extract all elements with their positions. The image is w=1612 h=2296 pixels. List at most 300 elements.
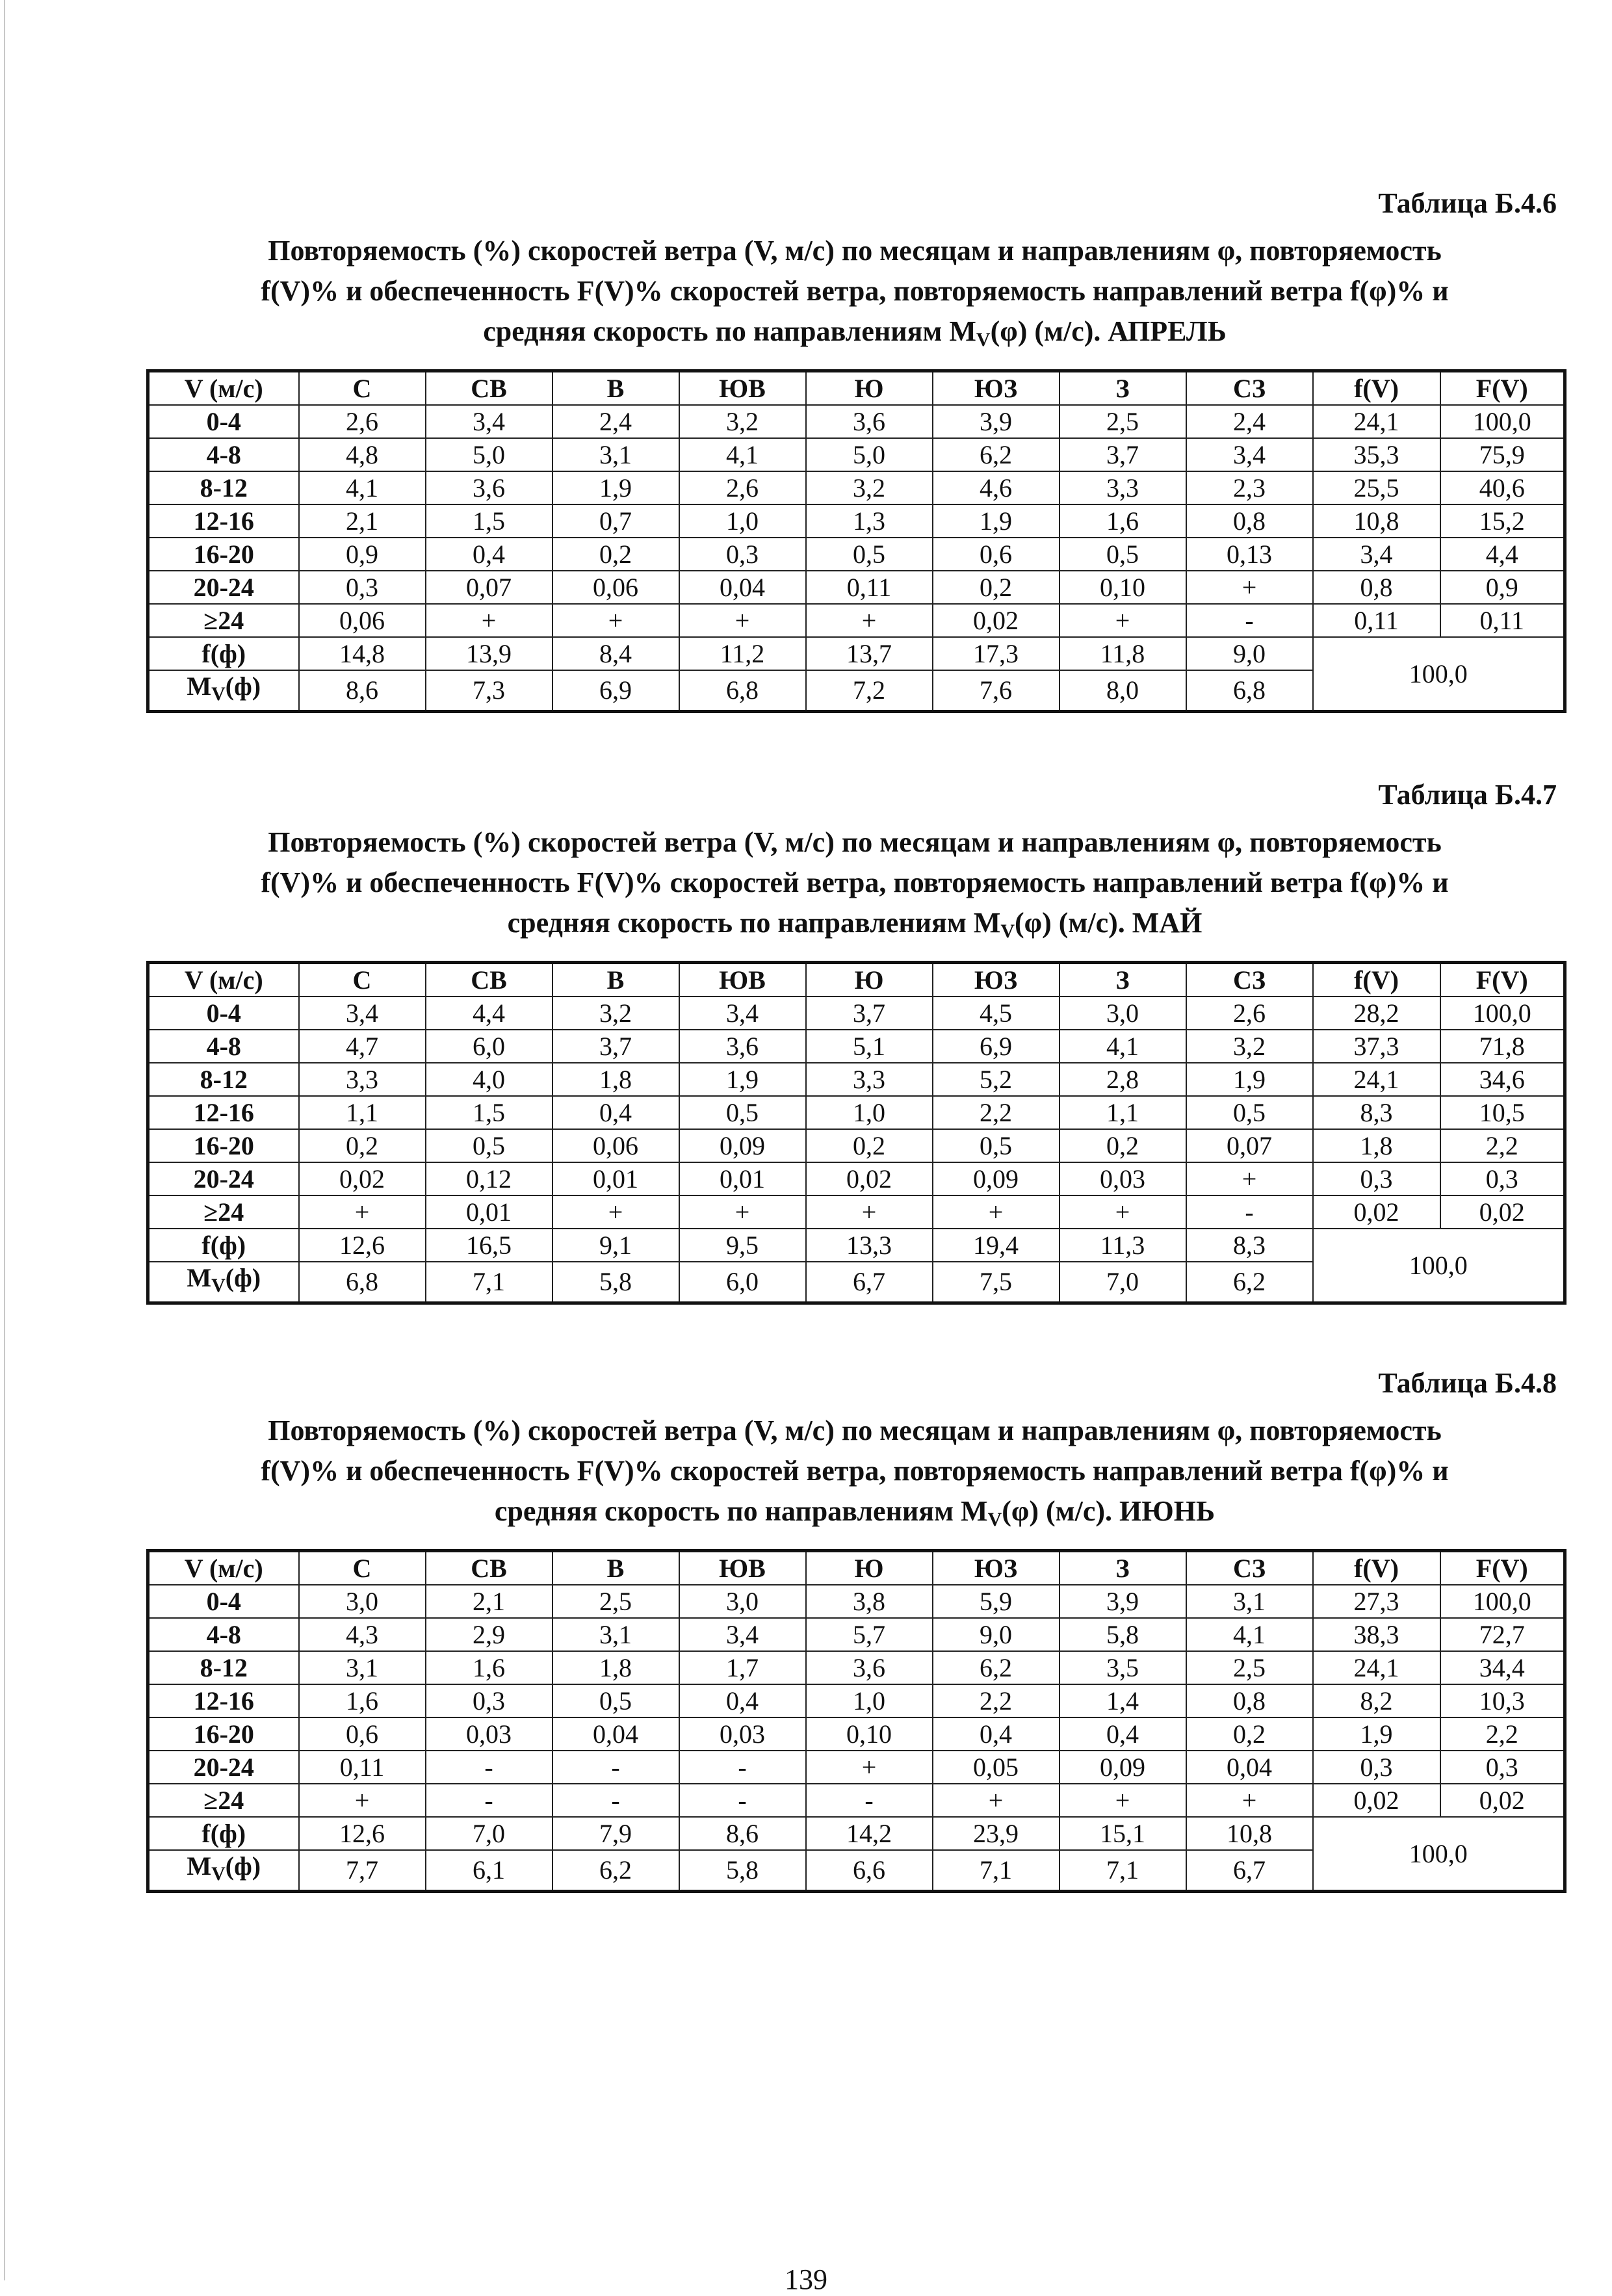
table-cell: 4,7 — [299, 1030, 426, 1063]
page-number: 139 — [785, 2263, 827, 2295]
table-cell: 0,4 — [679, 1684, 806, 1717]
table-cell: 0,02 — [299, 1162, 426, 1195]
table-cell: 4,1 — [299, 471, 426, 504]
table-cell: 0,01 — [552, 1162, 679, 1195]
table-cell: 0,7 — [552, 504, 679, 538]
column-header: СЗ — [1186, 1551, 1313, 1585]
table-cell: 24,1 — [1313, 405, 1440, 438]
caption-line: Повторяемость (%) скоростей ветра (V, м/с) по месяцам и направлениям φ, повторяемость — [268, 826, 1442, 858]
column-header: С — [299, 963, 426, 997]
table-cell: 3,4 — [1313, 538, 1440, 571]
table-cell: 12,6 — [299, 1229, 426, 1262]
table-cell: 2,2 — [933, 1684, 1060, 1717]
caption-subscript: V — [976, 329, 991, 350]
table-cell: 3,6 — [426, 471, 552, 504]
table-cell: 5,8 — [552, 1262, 679, 1303]
table-cell: 6,0 — [426, 1030, 552, 1063]
column-header: ЮВ — [679, 371, 806, 406]
table-cell: 0,9 — [1440, 571, 1565, 604]
table-cell: 3,0 — [679, 1585, 806, 1618]
table-cell: + — [426, 604, 552, 637]
table-cell: 10,3 — [1440, 1684, 1565, 1717]
column-header: V (м/с) — [148, 963, 299, 997]
table-cell: 25,5 — [1313, 471, 1440, 504]
column-header: f(V) — [1313, 1551, 1440, 1585]
caption-text: средняя скорость по направлениям M — [494, 1495, 988, 1527]
column-header: ЮЗ — [933, 1551, 1060, 1585]
table-cell: 0,09 — [1060, 1751, 1186, 1784]
table-cell: 23,9 — [933, 1817, 1060, 1850]
table-header-row — [148, 371, 1565, 406]
table-row — [148, 1784, 1565, 1817]
column-header: V (м/с) — [148, 371, 299, 406]
caption-line: f(V)% и обеспеченность F(V)% скоростей ветра, повторяемость направлений ветра f(φ)% и — [261, 1455, 1449, 1487]
table-cell: 34,4 — [1440, 1651, 1565, 1684]
caption-line — [146, 311, 1563, 360]
table-cell: - — [552, 1784, 679, 1817]
table-cell: 7,0 — [1060, 1262, 1186, 1303]
row-label-subscript: V — [211, 1275, 226, 1296]
table-row — [148, 604, 1565, 637]
row-label-text: (ф) — [225, 672, 261, 701]
table-caption — [146, 822, 1563, 952]
table-cell: 0,8 — [1186, 504, 1313, 538]
table-cell: 3,2 — [806, 471, 933, 504]
table-cell: 0,5 — [426, 1129, 552, 1162]
table-cell: 1,8 — [552, 1063, 679, 1096]
table-cell: 0,09 — [679, 1129, 806, 1162]
row-label: 20-24 — [148, 571, 299, 604]
table-cell: 1,4 — [1060, 1684, 1186, 1717]
table-cell: 0,5 — [1060, 538, 1186, 571]
row-label: 0-4 — [148, 405, 299, 438]
table-row — [148, 504, 1565, 538]
table-cell: 75,9 — [1440, 438, 1565, 471]
table-cell: 6,8 — [299, 1262, 426, 1303]
table-cell: 0,4 — [426, 538, 552, 571]
column-header: Ю — [806, 963, 933, 997]
table-cell: 0,5 — [1186, 1096, 1313, 1129]
table-cell: 3,7 — [1060, 438, 1186, 471]
table-cell: 1,9 — [679, 1063, 806, 1096]
table-cell: 0,11 — [806, 571, 933, 604]
table-cell: 0,06 — [552, 571, 679, 604]
table-cell: 7,0 — [426, 1817, 552, 1850]
table-cell: 4,3 — [299, 1618, 426, 1651]
table-cell: 3,9 — [1060, 1585, 1186, 1618]
table-cell: 5,1 — [806, 1030, 933, 1063]
table-cell: 3,2 — [1186, 1030, 1313, 1063]
table-cell: 0,13 — [1186, 538, 1313, 571]
table-cell: 6,7 — [806, 1262, 933, 1303]
table-cell: 72,7 — [1440, 1618, 1565, 1651]
column-header: V (м/с) — [148, 1551, 299, 1585]
row-label: 16-20 — [148, 538, 299, 571]
table-cell: - — [426, 1751, 552, 1784]
table-cell: 2,2 — [1440, 1717, 1565, 1751]
table-number: Таблица Б.4.8 — [1378, 1367, 1557, 1399]
row-label: 0-4 — [148, 1585, 299, 1618]
column-header: С — [299, 371, 426, 406]
table-cell: 3,1 — [552, 1618, 679, 1651]
table-header-row — [148, 1551, 1565, 1585]
table-cell: 7,6 — [933, 670, 1060, 712]
table-cell: 7,1 — [1060, 1850, 1186, 1892]
row-label — [148, 1850, 299, 1892]
table-cell: 4,1 — [679, 438, 806, 471]
table-cell: 6,2 — [933, 438, 1060, 471]
table-cell: 1,7 — [679, 1651, 806, 1684]
row-label: f(ф) — [148, 1229, 299, 1262]
caption-line — [146, 1491, 1563, 1540]
table-row — [148, 1030, 1565, 1063]
row-label: 8-12 — [148, 471, 299, 504]
table-cell: 8,3 — [1186, 1229, 1313, 1262]
total-cell: 100,0 — [1313, 1817, 1565, 1892]
table-cell: 9,0 — [933, 1618, 1060, 1651]
table-cell: 8,6 — [679, 1817, 806, 1850]
table-cell: 1,5 — [426, 1096, 552, 1129]
row-label-text: M — [187, 1851, 212, 1881]
caption-line: Повторяемость (%) скоростей ветра (V, м/с) по месяцам и направлениям φ, повторяемость — [268, 235, 1442, 267]
table-cell: 100,0 — [1440, 997, 1565, 1030]
table-cell: 13,9 — [426, 637, 552, 670]
table-cell: 5,0 — [426, 438, 552, 471]
table-cell: 11,3 — [1060, 1229, 1186, 1262]
caption-text: (φ) (м/с). АПРЕЛЬ — [990, 315, 1227, 347]
table-cell: 8,4 — [552, 637, 679, 670]
table-cell: 34,6 — [1440, 1063, 1565, 1096]
table-cell: 0,06 — [299, 604, 426, 637]
table-cell: 3,3 — [806, 1063, 933, 1096]
table-cell: 8,6 — [299, 670, 426, 712]
table-cell: + — [933, 1784, 1060, 1817]
table-cell: 10,8 — [1186, 1817, 1313, 1850]
column-header: СВ — [426, 963, 552, 997]
column-header: Ю — [806, 1551, 933, 1585]
table-cell: 3,4 — [299, 997, 426, 1030]
table-cell: 0,2 — [552, 538, 679, 571]
table-cell: 2,5 — [552, 1585, 679, 1618]
table-cell: 0,07 — [1186, 1129, 1313, 1162]
direction-frequency-row — [148, 1229, 1565, 1262]
table-cell: 9,1 — [552, 1229, 679, 1262]
table-cell: 9,0 — [1186, 637, 1313, 670]
table-cell: 5,0 — [806, 438, 933, 471]
column-header: f(V) — [1313, 371, 1440, 406]
table-cell: 6,9 — [552, 670, 679, 712]
table-cell: 24,1 — [1313, 1651, 1440, 1684]
column-header: F(V) — [1440, 1551, 1565, 1585]
table-cell: 1,9 — [933, 504, 1060, 538]
table-cell: 0,02 — [1313, 1195, 1440, 1229]
table-cell: 0,05 — [933, 1751, 1060, 1784]
table-cell: 0,8 — [1313, 571, 1440, 604]
table-row — [148, 571, 1565, 604]
table-cell: 1,8 — [1313, 1129, 1440, 1162]
direction-frequency-row — [148, 1817, 1565, 1850]
table-cell: - — [806, 1784, 933, 1817]
table-row — [148, 1585, 1565, 1618]
table-cell: 3,0 — [1060, 997, 1186, 1030]
table-cell: 28,2 — [1313, 997, 1440, 1030]
column-header: F(V) — [1440, 371, 1565, 406]
table-row — [148, 1129, 1565, 1162]
table-cell: 19,4 — [933, 1229, 1060, 1262]
table-cell: 1,9 — [1186, 1063, 1313, 1096]
table-cell: + — [806, 604, 933, 637]
table-cell: 100,0 — [1440, 405, 1565, 438]
table-cell: 2,8 — [1060, 1063, 1186, 1096]
table-cell: 7,3 — [426, 670, 552, 712]
row-label: 12-16 — [148, 1096, 299, 1129]
table-cell: 6,7 — [1186, 1850, 1313, 1892]
row-label: 8-12 — [148, 1063, 299, 1096]
table-cell: 8,0 — [1060, 670, 1186, 712]
table-cell: 6,8 — [1186, 670, 1313, 712]
row-label: 4-8 — [148, 1030, 299, 1063]
table-cell: 14,8 — [299, 637, 426, 670]
table-cell: - — [679, 1751, 806, 1784]
table-cell: 6,8 — [679, 670, 806, 712]
row-label: ≥24 — [148, 1195, 299, 1229]
column-header: З — [1060, 963, 1186, 997]
table-cell: 2,2 — [1440, 1129, 1565, 1162]
table-cell: 0,09 — [933, 1162, 1060, 1195]
table-number: Таблица Б.4.6 — [1378, 187, 1557, 219]
table-cell: 0,11 — [299, 1751, 426, 1784]
table-cell: 3,4 — [679, 997, 806, 1030]
table-cell: + — [299, 1784, 426, 1817]
table-cell: 3,4 — [426, 405, 552, 438]
table-cell: 3,4 — [679, 1618, 806, 1651]
row-label: 16-20 — [148, 1129, 299, 1162]
table-cell: 4,5 — [933, 997, 1060, 1030]
table-section-april — [146, 185, 1563, 713]
row-label: 20-24 — [148, 1751, 299, 1784]
caption-text: (φ) (м/с). МАЙ — [1015, 907, 1202, 939]
table-cell: 3,6 — [679, 1030, 806, 1063]
table-cell: 0,02 — [1440, 1784, 1565, 1817]
table-cell: 2,5 — [1186, 1651, 1313, 1684]
table-row — [148, 1063, 1565, 1096]
table-cell: 12,6 — [299, 1817, 426, 1850]
table-cell: 13,3 — [806, 1229, 933, 1262]
table-cell: 0,01 — [426, 1195, 552, 1229]
table-cell: 0,04 — [679, 571, 806, 604]
table-section-may — [146, 777, 1563, 1305]
table-cell: 13,7 — [806, 637, 933, 670]
table-cell: + — [552, 1195, 679, 1229]
table-cell: 0,4 — [933, 1717, 1060, 1751]
table-cell: 27,3 — [1313, 1585, 1440, 1618]
table-cell: 0,8 — [1186, 1684, 1313, 1717]
caption-line: Повторяемость (%) скоростей ветра (V, м/с) по месяцам и направлениям φ, повторяемость — [268, 1415, 1442, 1446]
wind-table — [146, 369, 1566, 713]
table-cell: 5,8 — [679, 1850, 806, 1892]
table-cell: 3,7 — [552, 1030, 679, 1063]
row-label: 4-8 — [148, 1618, 299, 1651]
table-cell: + — [1060, 1195, 1186, 1229]
table-cell: 0,02 — [1440, 1195, 1565, 1229]
table-cell: 9,5 — [679, 1229, 806, 1262]
table-cell: 0,12 — [426, 1162, 552, 1195]
row-label: f(ф) — [148, 637, 299, 670]
table-row — [148, 1651, 1565, 1684]
column-header: В — [552, 1551, 679, 1585]
table-cell: - — [426, 1784, 552, 1817]
table-cell: 0,3 — [679, 538, 806, 571]
table-cell: 6,1 — [426, 1850, 552, 1892]
caption-text: средняя скорость по направлениям M — [507, 907, 1001, 939]
table-row — [148, 1096, 1565, 1129]
row-label-text: M — [187, 1263, 212, 1292]
row-label: 12-16 — [148, 1684, 299, 1717]
table-row — [148, 1684, 1565, 1717]
total-cell: 100,0 — [1313, 1229, 1565, 1303]
table-cell: 0,3 — [1440, 1751, 1565, 1784]
table-cell: 3,1 — [552, 438, 679, 471]
row-label-text: (ф) — [225, 1851, 261, 1881]
row-label-text: (ф) — [225, 1263, 261, 1292]
table-row — [148, 538, 1565, 571]
table-cell: - — [1186, 604, 1313, 637]
table-cell: 4,1 — [1186, 1618, 1313, 1651]
table-cell: 11,8 — [1060, 637, 1186, 670]
table-cell: + — [1060, 604, 1186, 637]
table-row — [148, 471, 1565, 504]
table-number: Таблица Б.4.7 — [1378, 779, 1557, 811]
row-label-subscript: V — [211, 1863, 226, 1885]
row-label: 0-4 — [148, 997, 299, 1030]
table-cell: 7,7 — [299, 1850, 426, 1892]
column-header: В — [552, 963, 679, 997]
direction-frequency-row — [148, 637, 1565, 670]
table-cell: + — [1186, 1162, 1313, 1195]
table-cell: 2,5 — [1060, 405, 1186, 438]
table-cell: 1,0 — [806, 1096, 933, 1129]
table-cell: 3,3 — [299, 1063, 426, 1096]
table-cell: 2,3 — [1186, 471, 1313, 504]
table-cell: 5,8 — [1060, 1618, 1186, 1651]
table-cell: - — [679, 1784, 806, 1817]
table-row — [148, 1195, 1565, 1229]
row-label — [148, 670, 299, 712]
table-cell: 3,8 — [806, 1585, 933, 1618]
row-label: ≥24 — [148, 1784, 299, 1817]
total-cell: 100,0 — [1313, 637, 1565, 712]
column-header: f(V) — [1313, 963, 1440, 997]
column-header: СВ — [426, 371, 552, 406]
table-cell: + — [1060, 1784, 1186, 1817]
table-cell: 7,1 — [426, 1262, 552, 1303]
table-cell: 6,2 — [1186, 1262, 1313, 1303]
table-cell: 3,1 — [299, 1651, 426, 1684]
table-cell: 8,3 — [1313, 1096, 1440, 1129]
table-cell: 0,5 — [806, 538, 933, 571]
table-cell: 1,0 — [679, 504, 806, 538]
table-cell: 2,6 — [299, 405, 426, 438]
table-cell: 0,3 — [299, 571, 426, 604]
table-cell: 7,1 — [933, 1850, 1060, 1892]
caption-text: средняя скорость по направлениям M — [483, 315, 976, 347]
table-cell: 10,8 — [1313, 504, 1440, 538]
table-row — [148, 997, 1565, 1030]
table-cell: + — [679, 1195, 806, 1229]
table-cell: 0,3 — [1313, 1751, 1440, 1784]
table-cell: 1,1 — [299, 1096, 426, 1129]
row-label: f(ф) — [148, 1817, 299, 1850]
row-label: 8-12 — [148, 1651, 299, 1684]
table-cell: 2,1 — [426, 1585, 552, 1618]
table-row — [148, 1751, 1565, 1784]
table-cell: 8,2 — [1313, 1684, 1440, 1717]
column-header: F(V) — [1440, 963, 1565, 997]
table-cell: 0,03 — [426, 1717, 552, 1751]
table-cell: 0,04 — [552, 1717, 679, 1751]
table-cell: 4,4 — [1440, 538, 1565, 571]
table-row — [148, 1162, 1565, 1195]
table-cell: 2,4 — [1186, 405, 1313, 438]
caption-line: f(V)% и обеспеченность F(V)% скоростей ветра, повторяемость направлений ветра f(φ)% и — [261, 867, 1449, 898]
table-cell: 35,3 — [1313, 438, 1440, 471]
table-header-row — [148, 963, 1565, 997]
table-cell: 0,11 — [1313, 604, 1440, 637]
table-cell: 4,0 — [426, 1063, 552, 1096]
column-header: СВ — [426, 1551, 552, 1585]
table-cell: 0,2 — [1186, 1717, 1313, 1751]
column-header: СЗ — [1186, 963, 1313, 997]
caption-line: f(V)% и обеспеченность F(V)% скоростей ветра, повторяемость направлений ветра f(φ)% и — [261, 275, 1449, 307]
table-cell: 0,11 — [1440, 604, 1565, 637]
column-header: З — [1060, 1551, 1186, 1585]
table-cell: 10,5 — [1440, 1096, 1565, 1129]
row-label — [148, 1262, 299, 1303]
table-row — [148, 405, 1565, 438]
table-cell: 3,1 — [1186, 1585, 1313, 1618]
table-cell: 6,2 — [933, 1651, 1060, 1684]
row-label: 20-24 — [148, 1162, 299, 1195]
table-caption — [146, 1411, 1563, 1540]
table-cell: 0,02 — [806, 1162, 933, 1195]
column-header: СЗ — [1186, 371, 1313, 406]
table-cell: 0,07 — [426, 571, 552, 604]
column-header: ЮЗ — [933, 963, 1060, 997]
table-cell: 0,10 — [1060, 571, 1186, 604]
column-header: В — [552, 371, 679, 406]
table-cell: 2,1 — [299, 504, 426, 538]
caption-subscript: V — [1000, 920, 1015, 942]
table-cell: 5,2 — [933, 1063, 1060, 1096]
caption-line — [146, 903, 1563, 952]
table-cell: 3,3 — [1060, 471, 1186, 504]
table-cell: 0,2 — [299, 1129, 426, 1162]
table-cell: 0,03 — [1060, 1162, 1186, 1195]
table-row — [148, 1717, 1565, 1751]
table-cell: 24,1 — [1313, 1063, 1440, 1096]
table-cell: + — [299, 1195, 426, 1229]
table-cell: 3,9 — [933, 405, 1060, 438]
column-header: З — [1060, 371, 1186, 406]
table-cell: 0,03 — [679, 1717, 806, 1751]
table-cell: - — [1186, 1195, 1313, 1229]
table-cell: 1,1 — [1060, 1096, 1186, 1129]
table-cell: 0,4 — [1060, 1717, 1186, 1751]
row-label: 4-8 — [148, 438, 299, 471]
table-cell: 40,6 — [1440, 471, 1565, 504]
table-cell: 71,8 — [1440, 1030, 1565, 1063]
column-header: ЮВ — [679, 1551, 806, 1585]
